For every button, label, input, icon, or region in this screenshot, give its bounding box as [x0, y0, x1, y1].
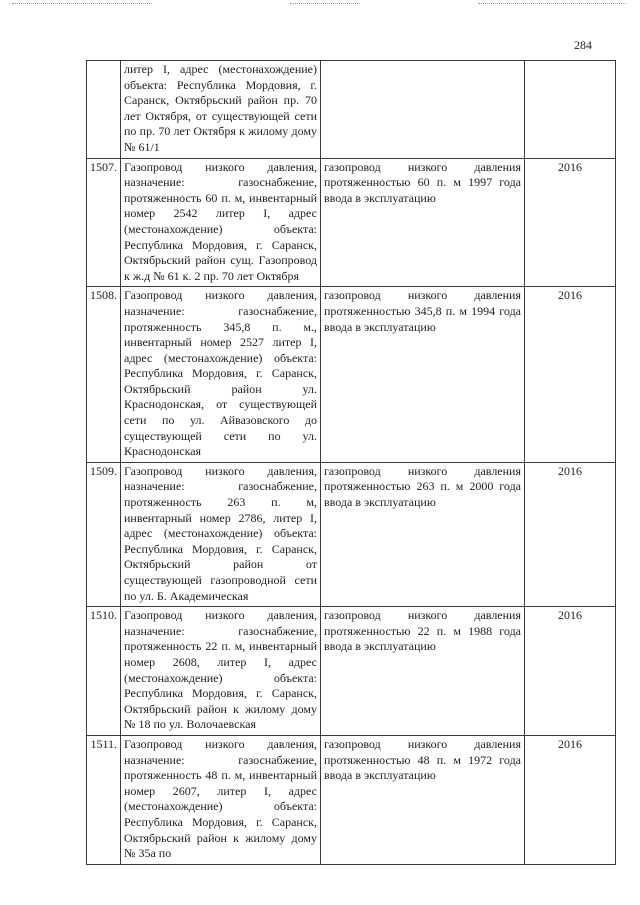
table-row — [87, 462, 616, 606]
object-description-cell: литер I, адрес (местонахождение) объекта: Республика Мордовия, г. Саранск, Октябрьский район пр. 70 лет Октября, от существующей сети по пр. 70 лет Октября к жилому дому № 61/1 — [121, 61, 321, 159]
table-row — [87, 607, 616, 736]
characteristics-cell — [321, 61, 525, 159]
table-row — [87, 61, 616, 159]
year-cell: 2016 — [525, 158, 616, 287]
object-description-cell: Газопровод низкого давления, назначение: газоснабжение, протяженность 263 п. м, инвентарный номер 2786, литер I, адрес (местонахождение) объекта: Республика Мордовия, г. Саранск, Октябрьский район от существующей газопроводной сети по ул. Б. Академическая — [121, 462, 321, 606]
scan-artifact-center — [290, 3, 360, 6]
year-cell — [525, 61, 616, 159]
object-description-cell: Газопровод низкого давления, назначение: газоснабжение, протяженность 345,8 п. м., инвентарный номер 2527 литер I, адрес (местонахождение) объекта: Республика Мордовия, г. Саранск, Октябрьский район ул. Краснодонская, от существующей сети по ул. Айвазовского до существующей сети по ул. Краснодонская — [121, 287, 321, 463]
scan-artifact-right — [478, 3, 626, 6]
row-number-cell: 1508. — [87, 287, 121, 463]
year-cell: 2016 — [525, 287, 616, 463]
characteristics-cell: газопровод низкого давления протяженностью 263 п. м 2000 года ввода в эксплуатацию — [321, 462, 525, 606]
characteristics-cell: газопровод низкого давления протяженностью 48 п. м 1972 года ввода в эксплуатацию — [321, 735, 525, 864]
characteristics-cell: газопровод низкого давления протяженностью 22 п. м 1988 года ввода в эксплуатацию — [321, 607, 525, 736]
row-number-cell — [87, 61, 121, 159]
table-row — [87, 158, 616, 287]
table-row — [87, 735, 616, 864]
object-description-cell: Газопровод низкого давления, назначение: газоснабжение, протяженность 22 п. м, инвентарный номер 2608, литер I, адрес (местонахождение) объекта: Республика Мордовия, г. Саранск, Октябрьский район к жилому дому № 18 по ул. Волочаевская — [121, 607, 321, 736]
row-number-cell: 1507. — [87, 158, 121, 287]
row-number-cell: 1510. — [87, 607, 121, 736]
characteristics-cell: газопровод низкого давления протяженностью 60 п. м 1997 года ввода в эксплуатацию — [321, 158, 525, 287]
year-cell: 2016 — [525, 607, 616, 736]
property-registry-table — [86, 60, 616, 865]
year-cell: 2016 — [525, 735, 616, 864]
object-description-cell: Газопровод низкого давления, назначение: газоснабжение, протяженность 48 п. м, инвентарный номер 2607, литер I, адрес (местонахождение) объекта: Республика Мордовия, г. Саранск, Октябрьский район к жилому дому № 35а по — [121, 735, 321, 864]
object-description-cell: Газопровод низкого давления, назначение: газоснабжение, протяженность 60 п. м, инвентарный номер 2542 литер I, адрес (местонахождение) объекта: Республика Мордовия, г. Саранск, Октябрьский район сущ. Газопровод к ж.д № 61 к. 2 пр. 70 лет Октября — [121, 158, 321, 287]
scan-artifact-left — [12, 3, 152, 6]
row-number-cell: 1511. — [87, 735, 121, 864]
characteristics-cell: газопровод низкого давления протяженностью 345,8 п. м 1994 года ввода в эксплуатацию — [321, 287, 525, 463]
row-number-cell: 1509. — [87, 462, 121, 606]
page-number: 284 — [574, 38, 592, 52]
year-cell: 2016 — [525, 462, 616, 606]
table-row — [87, 287, 616, 463]
